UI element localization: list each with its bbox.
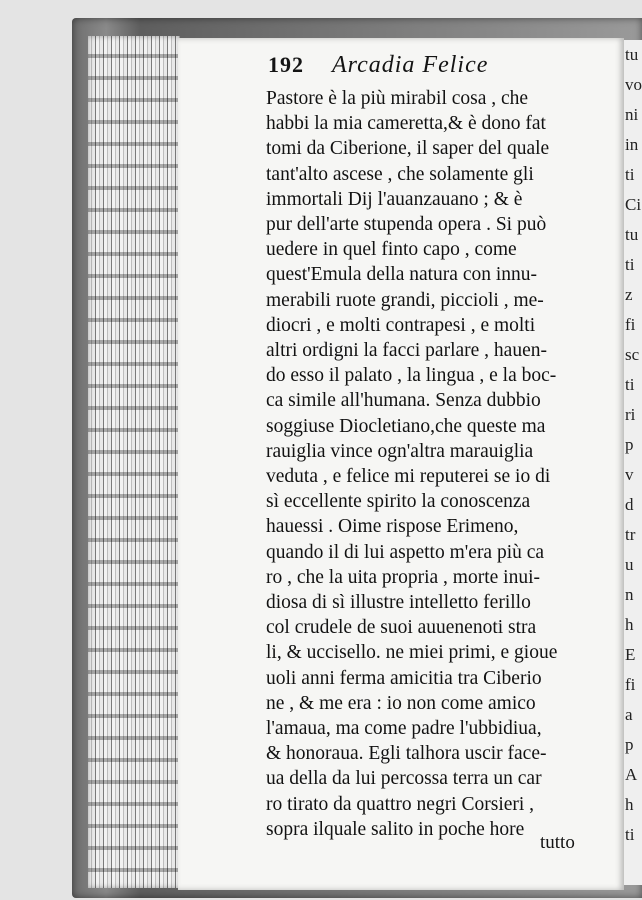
facing-page-fragment: ri: [625, 405, 636, 424]
facing-page-fragment: u: [625, 555, 634, 574]
facing-page-fragment: tu: [625, 45, 639, 64]
facing-page-fragment: E: [625, 645, 636, 664]
facing-page-fragment: ti: [625, 825, 635, 844]
facing-page-fragment: sc: [625, 345, 640, 364]
text-line: tomi da Ciberione, il saper del quale: [266, 138, 550, 160]
facing-page-fragment: in: [625, 135, 639, 154]
book-page: [178, 38, 624, 890]
text-line: ro , che la uita propria , morte inui-: [266, 566, 540, 588]
text-line: do esso il palato , la lingua , e la boc-: [266, 365, 557, 387]
facing-page-fragment: z: [625, 285, 633, 304]
facing-page-fragment: ni: [625, 105, 639, 124]
text-line: sì eccellente spirito la conoscenza: [266, 491, 531, 513]
facing-page-fragment: ti: [625, 165, 635, 184]
facing-page-fragment: tu: [625, 225, 639, 244]
text-line: ua della da lui percossa terra un car: [266, 768, 542, 790]
text-line: col crudele de suoi auuenenoti stra: [266, 617, 537, 639]
facing-page-fragment: n: [625, 585, 634, 604]
text-line: diocri , e molti contrapesi , e molti: [266, 314, 536, 336]
facing-page-fragment: Ci: [625, 195, 642, 214]
text-line: li, & uccisello. ne miei primi, e gioue: [266, 642, 558, 664]
text-line: quest'Emula della natura con innu-: [266, 264, 538, 286]
facing-page-fragment: a: [625, 705, 633, 724]
facing-page-fragment: fi: [625, 315, 636, 334]
facing-page-fragment: ti: [625, 255, 635, 274]
text-line: merabili ruote grandi, piccioli , me-: [266, 289, 544, 311]
text-line: uedere in quel finto capo , come: [266, 239, 517, 261]
text-line: uoli anni ferma amicitia tra Ciberio: [266, 667, 542, 689]
facing-page-fragment: h: [625, 615, 634, 634]
text-line: & honoraua. Egli talhora uscir face-: [266, 743, 547, 765]
text-line: Pastore è la più mirabil cosa , che: [266, 88, 529, 109]
page-header: [268, 52, 608, 86]
facing-page-fragment: v: [625, 465, 634, 484]
facing-page-fragment: p: [625, 735, 634, 754]
text-line: sopra ilquale salito in poche hore: [266, 818, 525, 840]
catchword: tutto: [540, 832, 575, 853]
facing-page-fragment: vo: [625, 75, 642, 94]
text-line: tant'alto ascese , che solamente gli: [266, 163, 534, 185]
text-line: altri ordigni la facci parlare , hauen-: [266, 340, 547, 362]
text-line: habbi la mia cameretta,& è dono fat: [266, 113, 546, 135]
running-title: Arcadia Felice: [332, 52, 489, 78]
text-line: ne , & me era : io non come amico: [266, 692, 536, 714]
facing-page-fragment: d: [625, 495, 634, 514]
text-line: ca simile all'humana. Senza dubbio: [266, 390, 541, 412]
text-line: rauiglia vince ogn'altra marauiglia: [266, 440, 534, 462]
body-text: [266, 86, 626, 842]
text-line: hauessi . Oime rispose Erimeno,: [266, 516, 519, 538]
facing-page-fragment: fi: [625, 675, 636, 694]
facing-page-fragment: p: [625, 435, 634, 454]
text-line: immortali Dij l'auanzauano ; & è: [266, 188, 523, 210]
facing-page-fragment: ti: [625, 375, 635, 394]
facing-page-fragment: h: [625, 795, 634, 814]
text-line: quando il di lui aspetto m'era più ca: [266, 541, 545, 563]
facing-page-fragment: tr: [625, 525, 636, 544]
text-line: soggiuse Diocletiano,che queste ma: [266, 415, 546, 437]
facing-page-fragment: A: [625, 765, 638, 784]
page-edges: [88, 36, 180, 888]
page-number: 192: [268, 52, 304, 77]
text-line: pur dell'arte stupenda opera . Si può: [266, 214, 547, 236]
text-line: ro tirato da quattro negri Corsieri ,: [266, 793, 535, 815]
text-line: l'amaua, ma come padre l'ubbidiua,: [266, 718, 542, 740]
text-line: veduta , e felice mi reputerei se io di: [266, 466, 551, 488]
text-line: diosa di sì illustre intelletto ferillo: [266, 592, 531, 614]
